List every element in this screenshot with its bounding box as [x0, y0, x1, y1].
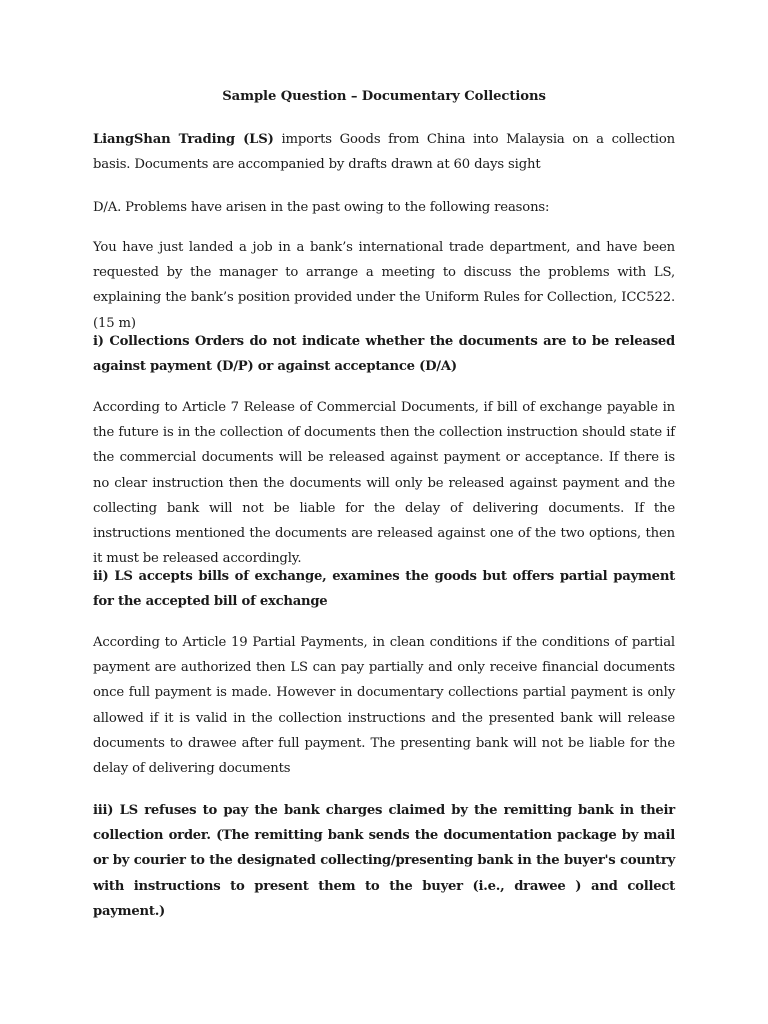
task-paragraph: You have just landed a job in a bank’s international trade department, and have been requested by the manager to arrange a meeting to discuss the problems with LS, explaining the bank’s position provided under the Uniform Rules for Collection, ICC522. (15 m) [93, 240, 675, 331]
intro-paragraph [93, 127, 675, 177]
company-name: LiangShan Trading (LS) [93, 132, 274, 147]
question-2-answer: According to Article 19 Partial Payments, in clean conditions if the conditions of partial payment are authorized then LS can pay partially and only receive financial documents once full payment is made. However in documentary collections partial payment is only allowed if it is valid in the collection instructions and the presented bank will release documents to drawee after full payment. The presenting bank will not be liable for the delay of delivering documents [93, 635, 675, 777]
document-title: Sample Question – Documentary Collections [222, 89, 546, 104]
question-3-heading: iii) LS refuses to pay the bank charges claimed by the remitting bank in their collection order. (The remitting bank sends the documentation package by mail or by courier to the designated collecting/presenting bank in the buyer's country with instructions to present them to the buyer (i.e., drawee ) and collect payment.) [93, 803, 675, 919]
question-1-answer: According to Article 7 Release of Commercial Documents, if bill of exchange payable in the future is in the collection of documents then the collection instruction should state if the commercial documents will be released against payment or acceptance. If there is no clear instruction then the documents will only be released against payment and the collecting bank will not be liable for the delay of delivering documents. If the instructions mentioned the documents are released against one of the two options, then it must be released accordingly. [93, 400, 675, 567]
intro-text: imports Goods from China into Malaysia on a collection basis. Documents are accompanied by drafts drawn at 60 days sight [93, 132, 675, 173]
question-2-heading: ii) LS accepts bills of exchange, examines the goods but offers partial payment for the accepted bill of exchange [93, 569, 675, 610]
question-1-heading: i) Collections Orders do not indicate whether the documents are to be released against payment (D/P) or against acceptance (D/A) [93, 334, 675, 375]
da-line: D/A. Problems have arisen in the past owing to the following reasons: [93, 200, 550, 215]
